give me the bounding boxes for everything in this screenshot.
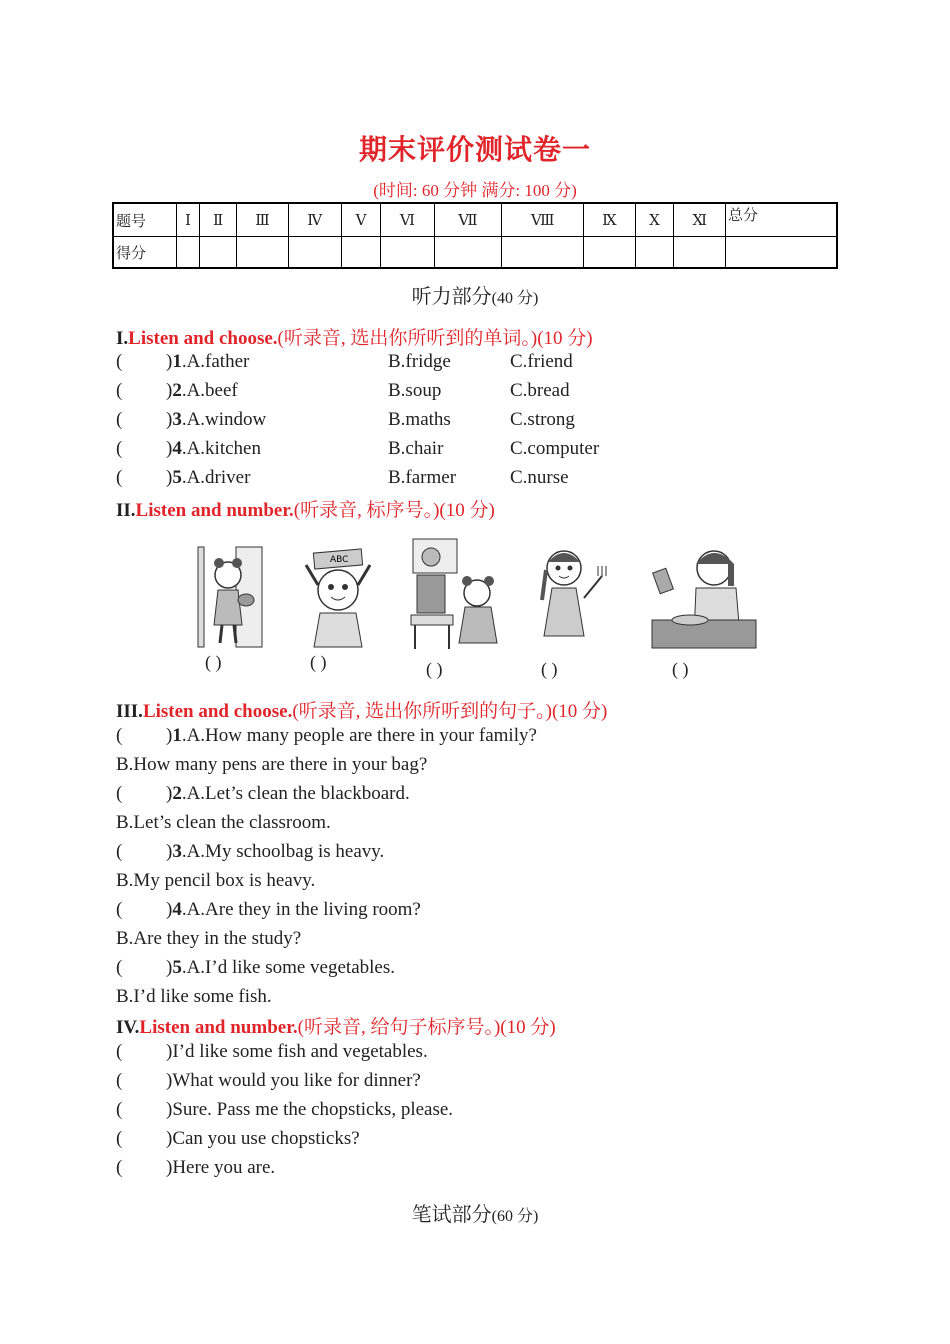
section-3-item-option-b (116, 928, 301, 954)
option-a: A.I’d like some vegetables. (186, 957, 395, 978)
option-b: B.My pencil box is heavy. (116, 870, 316, 891)
paren-open: ( (116, 380, 123, 401)
section-4-heading (116, 1012, 556, 1039)
section-3-item: ( )2.A.Let’s clean the blackboard. (116, 783, 410, 804)
item-number: 2 (172, 783, 182, 804)
option-c: C.friend (510, 351, 573, 372)
answer-blank[interactable] (116, 783, 166, 805)
section-1-item: ( )4.A.kitchen B.chair C.computer (116, 438, 600, 459)
option-a: A.My schoolbag is heavy. (186, 841, 385, 862)
option-b: B.chair (388, 438, 444, 459)
sentence: Here you are. (172, 1157, 276, 1178)
score-col-3: Ⅲ (237, 203, 288, 237)
section-2-title: Listen and number. (135, 500, 294, 521)
score-cell[interactable] (674, 237, 726, 269)
score-table-score-row (113, 237, 837, 269)
picture-4-answer-blank[interactable]: ( ) (541, 659, 558, 679)
item-number: 5 (172, 957, 182, 978)
writing-part-heading (0, 1198, 950, 1227)
score-table-row2-label: 得分 (113, 237, 177, 269)
score-cell[interactable] (200, 237, 237, 269)
option-c: C.nurse (510, 467, 569, 488)
score-col-10: Ⅹ (635, 203, 674, 237)
score-cell[interactable] (502, 237, 584, 269)
section-1-item: ( )1.A.father B.fridge C.friend (116, 351, 573, 372)
score-cell[interactable] (341, 237, 380, 269)
answer-blank[interactable] (116, 1041, 166, 1063)
section-3-title: Listen and choose. (142, 701, 293, 722)
option-a: A.Are they in the living room? (186, 899, 421, 920)
score-cell[interactable] (726, 237, 837, 269)
section-4-item (116, 1128, 360, 1154)
paren-open: ( (116, 1128, 123, 1149)
paren-close: ) (166, 1128, 173, 1149)
sentence: What would you like for dinner? (172, 1070, 421, 1091)
option-b: B.Are they in the study? (116, 928, 302, 949)
score-table-header-row (113, 203, 837, 237)
section-3-points: (10 分) (551, 701, 608, 722)
item-number: 5 (172, 467, 182, 488)
paren-close: ) (166, 783, 173, 804)
score-col-8: Ⅷ (502, 203, 584, 237)
paren-open: ( (116, 1099, 123, 1120)
paren-close: ) (166, 351, 173, 372)
section-3-item: ( )5.A.I’d like some vegetables. (116, 957, 395, 978)
answer-blank[interactable] (116, 1070, 166, 1092)
section-4-item (116, 1070, 421, 1096)
section-1-note: (听录音, 选出你所听到的单词。) (277, 328, 538, 349)
paren-open: ( (116, 351, 123, 372)
item-number: 2 (172, 380, 182, 401)
score-cell[interactable] (434, 237, 502, 269)
section-3-item-option-b (116, 812, 331, 838)
score-cell[interactable] (381, 237, 434, 269)
score-cell[interactable] (635, 237, 674, 269)
answer-blank[interactable] (116, 1128, 166, 1150)
paren-open: ( (116, 783, 123, 804)
score-col-4: Ⅳ (288, 203, 341, 237)
listening-part-label: 听力部分 (411, 286, 492, 308)
paren-open: ( (116, 467, 123, 488)
paren-open: ( (116, 1070, 123, 1091)
option-b: B.I’d like some fish. (116, 986, 272, 1007)
score-cell[interactable] (288, 237, 341, 269)
score-total-label: 总分 (726, 203, 837, 237)
score-col-5: Ⅴ (341, 203, 380, 237)
section-3-item-option-b (116, 870, 315, 896)
answer-blank[interactable] (116, 1099, 166, 1121)
section-1-item: ( )2.A.beef B.soup C.bread (116, 380, 570, 401)
picture-woman-cooking (650, 540, 758, 650)
option-b: B.How many pens are there in your bag? (116, 754, 428, 775)
book-label: ABC (330, 555, 349, 565)
score-table-row1-label: 题号 (113, 203, 177, 237)
section-3-note: (听录音, 选出你所听到的句子。) (292, 701, 552, 722)
paren-open: ( (116, 725, 123, 746)
picture-girl-with-fork (532, 540, 612, 648)
option-b: B.Let’s clean the classroom. (116, 812, 331, 833)
item-number: 4 (172, 899, 182, 920)
answer-blank[interactable] (116, 409, 166, 431)
answer-blank[interactable] (116, 1157, 166, 1179)
score-col-1: Ⅰ (177, 203, 200, 237)
page-title: 期末评价测试卷一 (358, 133, 591, 166)
paren-close: ) (166, 1070, 173, 1091)
section-3-num: III. (116, 701, 143, 722)
section-1-item: ( )5.A.driver B.farmer C.nurse (116, 467, 569, 488)
answer-blank[interactable] (116, 467, 166, 489)
section-4-item (116, 1157, 275, 1183)
score-cell[interactable] (177, 237, 200, 269)
section-4-item (116, 1099, 453, 1125)
picture-cleaning-board (409, 535, 505, 653)
score-col-11: Ⅺ (674, 203, 726, 237)
item-number: 1 (172, 351, 182, 372)
paren-open: ( (116, 409, 123, 430)
picture-boy-with-book (296, 545, 376, 650)
writing-part-label: 笔试部分 (411, 1204, 492, 1226)
section-3-item: ( )1.A.How many people are there in your family? (116, 725, 537, 746)
option-c: C.strong (510, 409, 575, 430)
answer-blank[interactable] (116, 380, 166, 402)
option-a: A.window (186, 409, 267, 430)
score-col-6: Ⅵ (381, 203, 434, 237)
option-a: A.father (186, 351, 250, 372)
section-2-heading (116, 495, 495, 522)
score-col-2: Ⅱ (200, 203, 237, 237)
item-number: 1 (172, 725, 182, 746)
answer-blank[interactable] (116, 899, 166, 921)
option-b: B.fridge (388, 351, 451, 372)
answer-blank[interactable] (116, 841, 166, 863)
sentence: Sure. Pass me the chopsticks, please. (172, 1099, 454, 1120)
paren-open: ( (116, 438, 123, 459)
section-4-title: Listen and number. (139, 1017, 298, 1038)
section-3-item: ( )4.A.Are they in the living room? (116, 899, 421, 920)
score-table (112, 202, 838, 269)
sentence: I’d like some fish and vegetables. (172, 1041, 428, 1062)
score-col-9: Ⅸ (584, 203, 635, 237)
section-3-item-option-b (116, 754, 427, 780)
option-a: A.kitchen (186, 438, 261, 459)
paren-open: ( (116, 1157, 123, 1178)
answer-blank[interactable] (116, 957, 166, 979)
section-1-item: ( )3.A.window B.maths C.strong (116, 409, 575, 430)
paren-close: ) (166, 725, 173, 746)
paren-close: ) (166, 841, 173, 862)
section-2-points: (10 分) (439, 500, 495, 521)
section-3-item-option-b (116, 986, 272, 1012)
paren-close: ) (166, 957, 173, 978)
exam-subtitle: (时间: 60 分钟 满分: 100 分) (373, 181, 577, 200)
section-4-points: (10 分) (500, 1017, 556, 1038)
paren-close: ) (166, 1157, 173, 1178)
item-number: 3 (172, 841, 182, 862)
item-number: 4 (172, 438, 182, 459)
paren-open: ( (116, 957, 123, 978)
option-b: B.maths (388, 409, 451, 430)
option-a: A.How many people are there in your family? (186, 725, 537, 746)
picture-1-answer-blank[interactable]: ( ) (205, 652, 222, 672)
option-a: A.beef (186, 380, 238, 401)
writing-part-points: (60 分) (491, 1208, 539, 1225)
section-4-num: IV. (116, 1017, 140, 1038)
answer-blank[interactable] (116, 725, 166, 747)
section-1-title: Listen and choose. (128, 328, 278, 349)
paren-close: ) (166, 899, 173, 920)
answer-blank[interactable] (116, 351, 166, 373)
paren-open: ( (116, 899, 123, 920)
section-1-points: (10 分) (537, 328, 593, 349)
option-a: A.Let’s clean the blackboard. (186, 783, 410, 804)
picture-girl-at-door (196, 545, 266, 650)
section-1-heading (116, 323, 593, 350)
paren-close: ) (166, 467, 173, 488)
picture-5-answer-blank[interactable]: ( ) (672, 659, 689, 679)
item-number: 3 (172, 409, 182, 430)
option-c: C.computer (510, 438, 600, 459)
option-c: C.bread (510, 380, 570, 401)
section-3-item: ( )3.A.My schoolbag is heavy. (116, 841, 385, 862)
paren-close: ) (166, 1099, 173, 1120)
picture-2-answer-blank[interactable]: ( ) (310, 652, 327, 672)
section-2-note: (听录音, 标序号。) (293, 500, 440, 521)
section-4-item (116, 1041, 428, 1067)
section-3-heading (116, 696, 607, 723)
score-col-7: Ⅶ (434, 203, 502, 237)
section-1-num: I. (116, 328, 129, 349)
listening-part-heading (0, 280, 950, 309)
paren-open: ( (116, 841, 123, 862)
picture-3-answer-blank[interactable]: ( ) (426, 659, 443, 679)
section-2-num: II. (116, 500, 136, 521)
paren-close: ) (166, 380, 173, 401)
option-b: B.soup (388, 380, 442, 401)
score-cell[interactable] (237, 237, 288, 269)
paren-close: ) (166, 438, 173, 459)
paren-open: ( (116, 1041, 123, 1062)
answer-blank[interactable] (116, 438, 166, 460)
section-4-note: (听录音, 给句子标序号。) (297, 1017, 501, 1038)
listening-part-points: (40 分) (491, 290, 539, 307)
sentence: Can you use chopsticks? (172, 1128, 360, 1149)
paren-close: ) (166, 409, 173, 430)
score-cell[interactable] (584, 237, 635, 269)
paren-close: ) (166, 1041, 173, 1062)
option-a: A.driver (186, 467, 251, 488)
option-b: B.farmer (388, 467, 457, 488)
